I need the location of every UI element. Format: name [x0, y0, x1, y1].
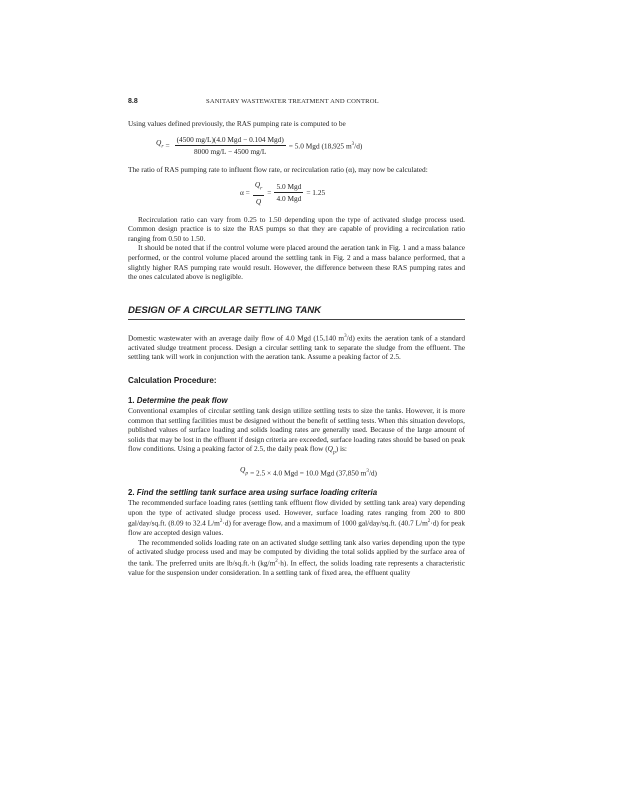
equation-peak-flow: $Q_p$ = 2.5 × 4.0 Mgd = 10.0 Mgd (37,850 $m^3/d$) — [240, 465, 377, 478]
calculation-procedure-heading: Calculation Procedure: — [128, 376, 217, 386]
eq1-result: = 5.0 Mgd (18,925 $m^3/d$) — [288, 141, 363, 151]
eq2-lhs: α = — [240, 188, 250, 198]
control-volume-paragraph: It should be noted that if the control volume were placed around the aeration tank in Fig. 1 and a mass balance performed, or the control volume placed around the settling tank in Fig. 2 and a mass balance performed, that a slightly higher RAS pumping rate would result. However, the difference between these RAS pumping rates and the ones calculated above is negligible. — [128, 243, 465, 282]
equation-ras-pumping-rate: $Q_r$ = $\frac{\text{(4500 mg/L)(4.0 Mgd − 0.104 Mgd)}}{8000 mg/L - 4500 mg/L}$ = 5.0 Mgd (18,925 $m^3/d$) — [156, 134, 363, 156]
section-title: DESIGN OF A CIRCULAR SETTLING TANK — [128, 305, 465, 320]
page-number: 8.8 — [128, 98, 138, 105]
step-2-paragraph-1: The recommended surface loading rates (settling tank effluent flow divided by settling tank area) vary depending upon the type of activated sludge process used. However, surface loading rates ranging from 200 to 800 gal/day/sq.ft. (8.09 to 32.4 $L/m^2\cdot d$) for average flow, and a maximum of 1000 gal/day/sq.ft. (40.7 $L/m^2\cdot d$) for peak flow are accepted design values. — [128, 497, 465, 538]
equation-recirculation-ratio: α = $\frac{Q_r}{Q}$ = $\frac{\text{5.0 Mgd}}{\text{4.0 Mgd}}$ = 1.25 — [240, 180, 326, 206]
running-title: SANITARY WASTEWATER TREATMENT AND CONTROL — [206, 98, 379, 105]
step-1-body: Conventional examples of circular settling tank design utilize settling tests to size the tanks. However, it is more common that settling facilities must be designed without the benefit of settling tests. When this situation develops, published values of surface loading and solids loading rates are generally used. Because of the large amount of solids that may be lost in the effluent if design criteria are exceeded, surface loading rates should be based on peak flow conditions. Using a peaking factor of 2.5, the daily peak flow $(Q_p)$ is: — [128, 406, 465, 456]
eq1-lhs: $Q_r$ — [156, 138, 164, 150]
page-header — [128, 98, 465, 105]
intro-text: Using values defined previously, the RAS pumping rate is computed to be — [128, 119, 346, 128]
page-content — [128, 98, 465, 578]
eq2-fraction-symbolic: $\frac{Q_r}{Q}$ — [254, 180, 263, 206]
recirculation-paragraph: Recirculation ratio can vary from 0.25 to 1.50 depending upon the type of activated sludge process used. Common design practice is to size the RAS pumps so that they are capable of providing a recirculation ratio ranging from 0.50 to 1.50. — [128, 214, 465, 243]
eq1-denominator: 8000 mg/L − 4500 mg/L — [193, 146, 267, 156]
eq2-result: = 1.25 — [306, 188, 326, 198]
problem-statement: Domestic wastewater with an average daily flow of 4.0 Mgd (15,140 $m^3/d$) exits the aeration tank of a standard activated sludge treatment process. Design a circular settling tank to separate the sludge from the effluent. The settling tank will work in conjunction with the aeration tank. Assume a peaking factor of 2.5. — [128, 333, 465, 362]
step-1-heading: 1. Determine the peak flow — [128, 396, 228, 406]
eq2-fraction-numeric: $\frac{\text{5.0 Mgd}}{\text{4.0 Mgd}}$ — [276, 182, 302, 204]
eq1-numerator: (4500 mg/L)(4.0 Mgd − 0.104 Mgd) — [176, 134, 284, 144]
ratio-text: The ratio of RAS pumping rate to influent flow rate, or recirculation ratio (α), may now be calculated: — [128, 164, 428, 174]
step-2-heading: 2. Find the settling tank surface area using surface loading criteria — [128, 487, 378, 497]
eq1-fraction — [175, 135, 286, 156]
step-2-paragraph-2: The recommended solids loading rate on an activated sludge settling tank also varies depending upon the type of activated sludge process used and may be computed by dividing the total solids applied by the surface area of the tank. The preferred units are lb/sq.ft.·h $(kg/m^2\cdot h)$. In effect, the solids loading rate represents a characteristic value for the suspension under consideration. In a settling tank of fixed area, the effluent quality — [128, 537, 466, 577]
